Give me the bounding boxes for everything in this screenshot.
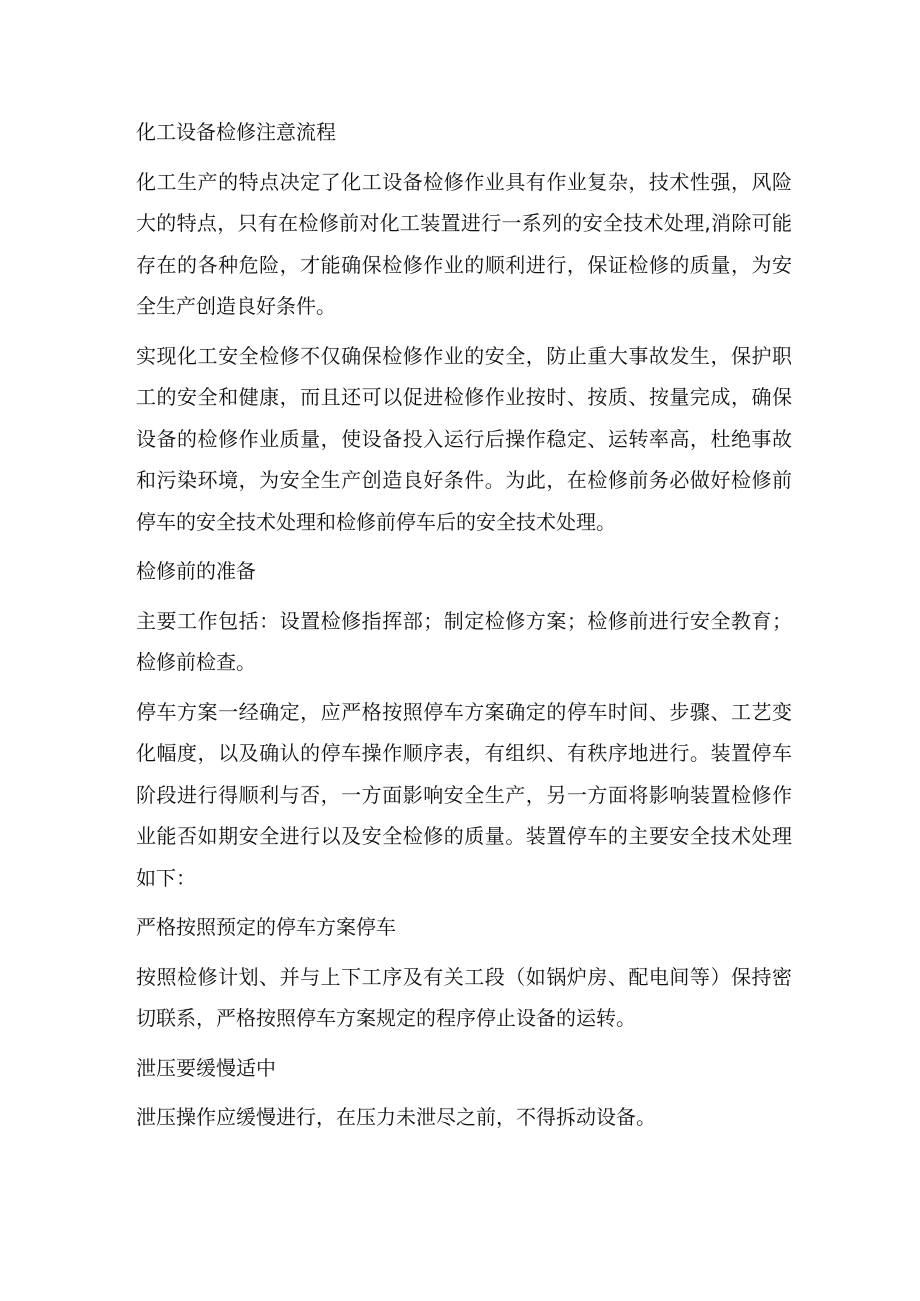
intro-paragraph: 化工生产的特点决定了化工设备检修作业具有作业复杂，技术性强，风险大的特点，只有在检修前对化工装置进行一系列的安全技术处理,消除可能存在的各种危险，才能确保检修作业的顺利进行，保证检修的质量，为安全生产创造良好条件。 [136, 169, 792, 318]
document-body [136, 112, 792, 1147]
section-heading-depressurize: 泄压要缓慢适中 [136, 1055, 276, 1080]
document-title: 化工设备检修注意流程 [136, 120, 336, 144]
purpose-paragraph: 实现化工安全检修不仅确保检修作业的安全，防止重大事故发生，保护职工的安全和健康，而且还可以促进检修作业按时、按质、按量完成，确保设备的检修作业质量，使设备投入运行后操作稳定、运转率高，杜绝事故和污染环境，为安全生产创造良好条件。为此，在检修前务必做好检修前停车的安全技术处理和检修前停车后的安全技术处理。 [136, 343, 792, 534]
section-heading-preparation: 检修前的准备 [136, 559, 256, 583]
section-heading-shutdown: 严格按照预定的停车方案停车 [136, 915, 396, 939]
shutdown-plan-paragraph: 停车方案一经确定，应严格按照停车方案确定的停车时间、步骤、工艺变化幅度，以及确认的停车操作顺序表，有组织、有秩序地进行。装置停车阶段进行得顺利与否，一方面影响安全生产，另一方面将影响装置检修作业能否如期安全进行以及安全检修的质量。装置停车的主要安全技术处理如下： [136, 699, 792, 890]
preparation-paragraph: 主要工作包括：设置检修指挥部；制定检修方案；检修前进行安全教育；检修前检查。 [136, 608, 792, 674]
depressurize-paragraph: 泄压操作应缓慢进行，在压力未泄尽之前，不得拆动设备。 [136, 1105, 656, 1129]
shutdown-paragraph: 按照检修计划、并与上下工序及有关工段（如锅炉房、配电间等）保持密切联系，严格按照停车方案规定的程序停止设备的运转。 [136, 964, 792, 1030]
